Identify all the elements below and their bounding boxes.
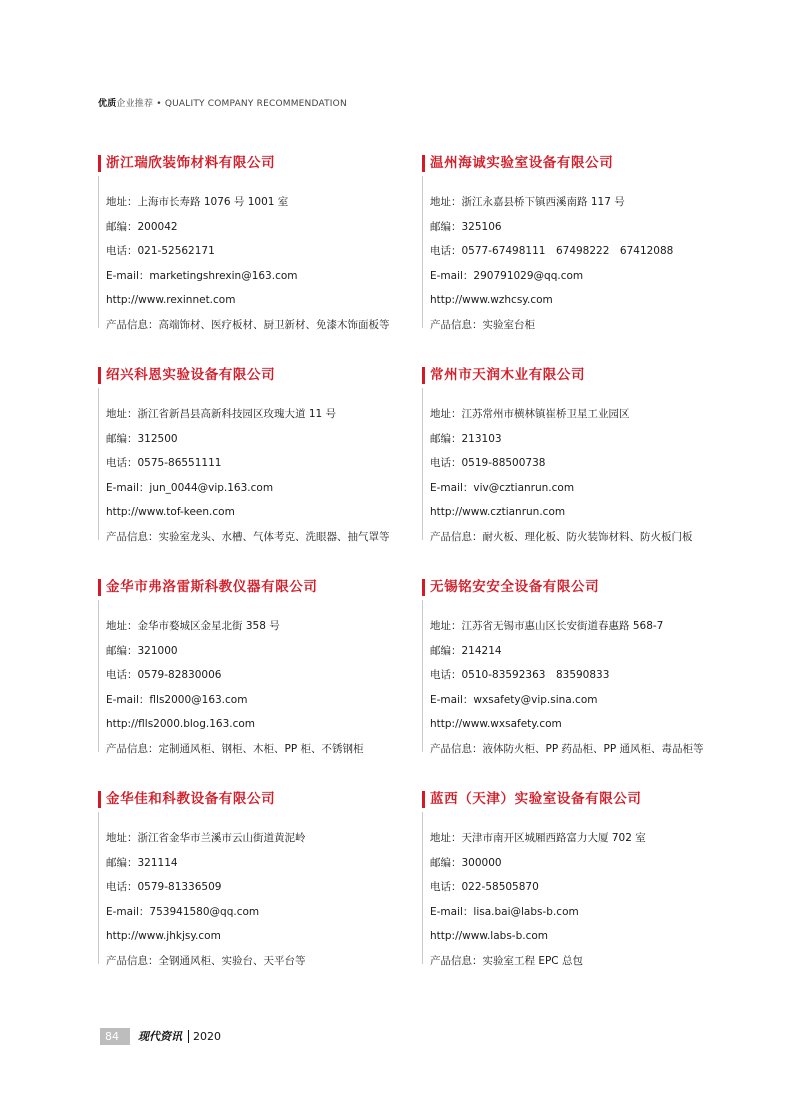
- card-divider: [422, 812, 423, 964]
- card-divider: [422, 388, 423, 540]
- website-line: http://www.tof-keen.com: [106, 506, 235, 519]
- page-number: 84: [100, 1028, 130, 1045]
- phone-line: 电话：0577-67498111 67498222 67412088: [430, 245, 674, 258]
- card-divider: [422, 176, 423, 328]
- email-line: E-mail：flls2000@163.com: [106, 693, 248, 706]
- title-accent-bar: [422, 367, 425, 384]
- company-card: [422, 366, 732, 550]
- website-line: http://www.rexinnet.com: [106, 294, 236, 307]
- website-line: http://www.jhkjsy.com: [106, 930, 221, 943]
- postcode-line: 邮编：321000: [106, 644, 178, 657]
- title-accent-bar: [422, 791, 425, 808]
- email-line: E-mail：viv@cztianrun.com: [430, 481, 575, 494]
- title-accent-bar: [98, 791, 101, 808]
- company-card: [98, 790, 408, 974]
- product-info-line: 产品信息：全钢通风柜、实验台、天平台等: [106, 954, 306, 967]
- postcode-line: 邮编：213103: [430, 432, 502, 445]
- website-line: http://www.wxsafety.com: [430, 718, 562, 731]
- email-line: E-mail：wxsafety@vip.sina.com: [430, 693, 598, 706]
- website-line: http://www.labs-b.com: [430, 930, 549, 943]
- address-line: 地址：浙江省金华市兰溪市云山街道黄泥岭: [106, 832, 306, 844]
- issue-year: 2020: [193, 1030, 221, 1043]
- address-line: 地址：江苏省无锡市惠山区长安街道春惠路 568-7: [430, 620, 664, 632]
- page-header: [98, 96, 347, 109]
- product-info-line: 产品信息：定制通风柜、钢柜、木柜、PP 柜、不锈钢柜: [106, 742, 364, 755]
- card-divider: [98, 388, 99, 540]
- header-title: 企业推荐 • QUALITY COMPANY RECOMMENDATION: [116, 99, 347, 109]
- email-line: E-mail：290791029@qq.com: [430, 269, 584, 282]
- postcode-line: 邮编：321114: [106, 856, 178, 869]
- company-name: 绍兴科恩实验设备有限公司: [106, 367, 276, 383]
- phone-line: 电话：0579-81336509: [106, 881, 222, 894]
- postcode-line: 邮编：200042: [106, 220, 178, 233]
- card-divider: [98, 176, 99, 328]
- email-line: E-mail：lisa.bai@labs-b.com: [430, 905, 579, 918]
- title-accent-bar: [98, 579, 101, 596]
- company-name: 浙江瑞欣装饰材料有限公司: [106, 155, 276, 171]
- address-line: 地址：天津市南开区城厢西路富力大厦 702 室: [430, 832, 646, 844]
- title-accent-bar: [98, 155, 101, 172]
- address-line: 地址：浙江省新昌县高新科技园区玫瑰大道 11 号: [106, 408, 337, 420]
- website-line: http://flls2000.blog.163.com: [106, 718, 256, 731]
- address-line: 地址：金华市婺城区金星北街 358 号: [106, 620, 280, 632]
- header-highlight: 优质: [98, 99, 117, 109]
- company-name: 金华市弗洛雷斯科教仪器有限公司: [106, 579, 318, 595]
- company-card: [98, 366, 408, 550]
- company-name: 金华佳和科教设备有限公司: [106, 791, 276, 807]
- email-line: E-mail：jun_0044@vip.163.com: [106, 481, 274, 494]
- company-card: [422, 154, 732, 338]
- company-card: [422, 578, 732, 762]
- address-line: 地址：浙江永嘉县桥下镇西溪南路 117 号: [430, 196, 625, 208]
- product-info-line: 产品信息：耐火板、理化板、防火装饰材料、防火板门板: [430, 530, 693, 543]
- product-info-line: 产品信息：高端饰材、医疗板材、厨卫新材、免漆木饰面板等: [106, 318, 390, 331]
- address-line: 地址：江苏常州市横林镇崔桥卫星工业园区: [430, 408, 630, 420]
- card-divider: [422, 600, 423, 752]
- company-name: 蓝西（天津）实验室设备有限公司: [430, 791, 642, 807]
- email-line: E-mail：753941580@qq.com: [106, 905, 260, 918]
- company-card: [98, 154, 408, 338]
- postcode-line: 邮编：325106: [430, 220, 502, 233]
- phone-line: 电话：0579-82830006: [106, 669, 222, 682]
- website-line: http://www.cztianrun.com: [430, 506, 566, 519]
- product-info-line: 产品信息：实验室工程 EPC 总包: [430, 954, 583, 967]
- phone-line: 电话：021-52562171: [106, 245, 215, 258]
- company-card: [98, 578, 408, 762]
- phone-line: 电话：0575-86551111: [106, 457, 222, 470]
- product-info-line: 产品信息：实验室台柜: [430, 318, 535, 331]
- website-line: http://www.wzhcsy.com: [430, 294, 553, 307]
- card-divider: [98, 600, 99, 752]
- card-divider: [98, 812, 99, 964]
- footer-separator: [188, 1030, 189, 1043]
- product-info-line: 产品信息：实验室龙头、水槽、气体考克、洗眼器、抽气罩等: [106, 530, 390, 543]
- product-info-line: 产品信息：液体防火柜、PP 药品柜、PP 通风柜、毒品柜等: [430, 742, 704, 755]
- phone-line: 电话：022-58505870: [430, 881, 539, 894]
- company-name: 温州海诚实验室设备有限公司: [430, 155, 614, 171]
- company-name: 常州市天润木业有限公司: [430, 367, 586, 383]
- company-name: 无锡铭安安全设备有限公司: [430, 579, 600, 595]
- title-accent-bar: [422, 155, 425, 172]
- postcode-line: 邮编：214214: [430, 644, 502, 657]
- title-accent-bar: [98, 367, 101, 384]
- email-line: E-mail：marketingshrexin@163.com: [106, 269, 298, 282]
- phone-line: 电话：0519-88500738: [430, 457, 546, 470]
- title-accent-bar: [422, 579, 425, 596]
- phone-line: 电话：0510-83592363 83590833: [430, 669, 610, 682]
- magazine-name: 现代资讯: [138, 1030, 182, 1043]
- address-line: 地址：上海市长寿路 1076 号 1001 室: [106, 196, 289, 208]
- postcode-line: 邮编：312500: [106, 432, 178, 445]
- postcode-line: 邮编：300000: [430, 856, 502, 869]
- company-card: [422, 790, 732, 974]
